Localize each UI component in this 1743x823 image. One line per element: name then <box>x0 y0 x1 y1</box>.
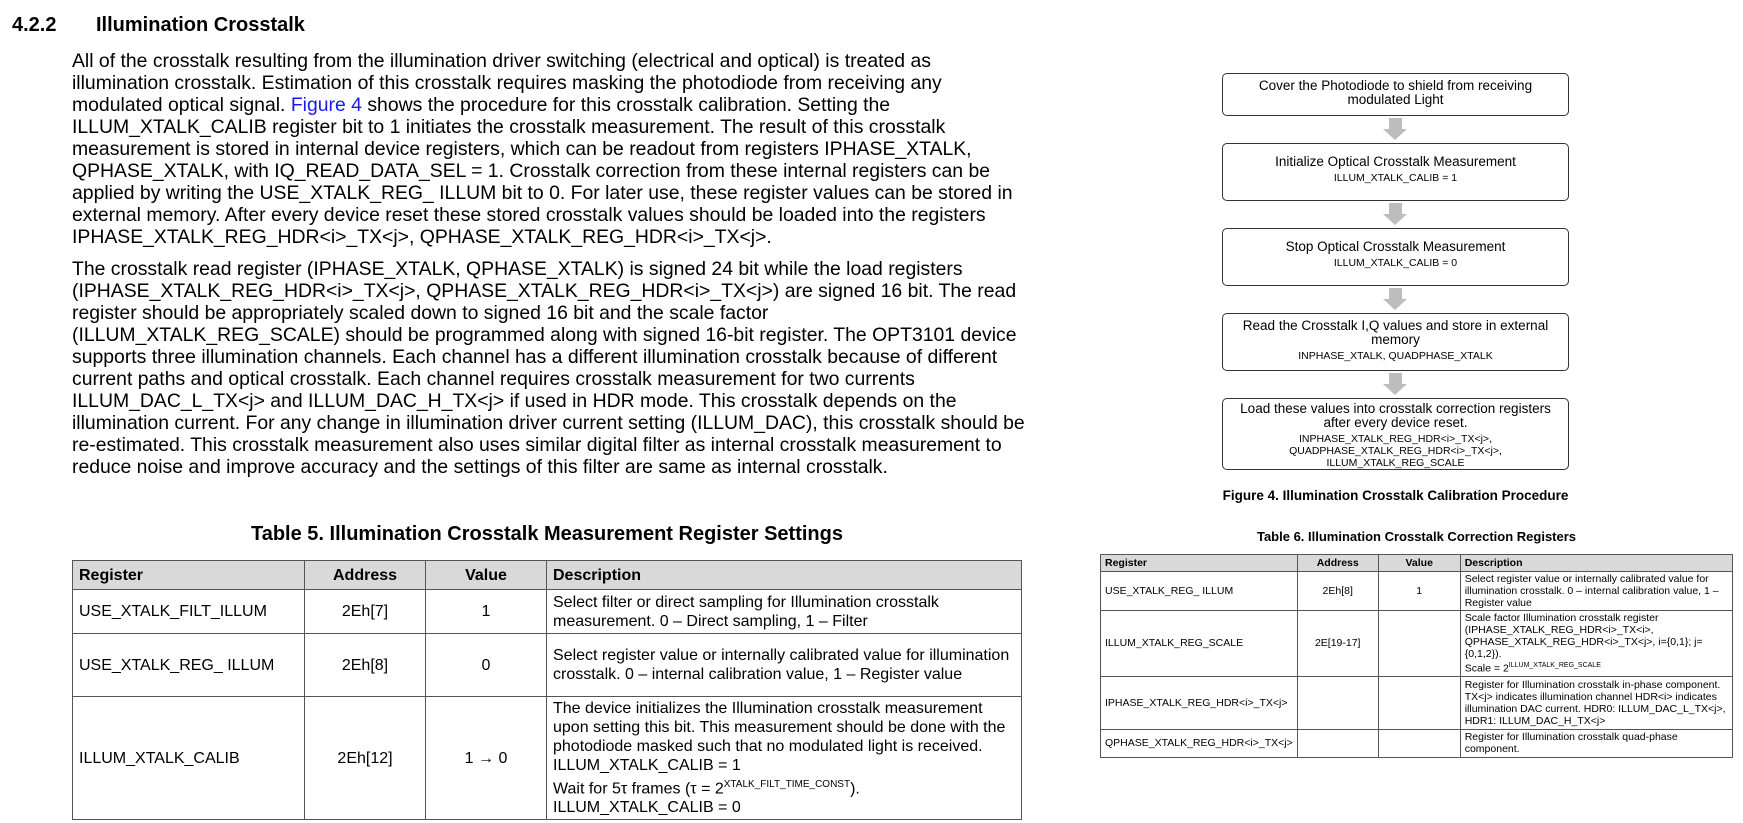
cell-value: 0 <box>426 634 547 697</box>
down-arrow-icon <box>1222 286 1569 313</box>
description-line: ILLUM_XTALK_CALIB = 0 <box>553 799 741 817</box>
step-text: Cover the Photodiode to shield from receiving modulated Light <box>1258 78 1533 107</box>
cell-register: USE_XTALK_REG_ ILLUM <box>1101 572 1298 611</box>
table-row <box>1101 572 1733 611</box>
table-header-row <box>1101 555 1733 572</box>
header-value: Value <box>1378 555 1460 572</box>
cell-address: 2Eh[8] <box>305 634 426 697</box>
header-value: Value <box>426 561 547 590</box>
cell-address: 2E[19-17] <box>1297 611 1378 677</box>
table-6-title: Table 6. Illumination Crosstalk Correction Registers <box>1256 529 1577 544</box>
header-description: Description <box>1460 555 1732 572</box>
header-register: Register <box>1101 555 1298 572</box>
flow-step-4 <box>1222 313 1569 371</box>
header-register: Register <box>73 561 305 590</box>
scale-text: Scale = 2 <box>1464 662 1509 675</box>
wait-text-end: ). <box>850 780 860 798</box>
cell-register: IPHASE_XTALK_REG_HDR<i>_TX<j> <box>1101 676 1298 729</box>
exponent: ILLUM_XTALK_REG_SCALE <box>1508 662 1601 669</box>
cell-register: ILLUM_XTALK_CALIB <box>73 697 305 820</box>
header-address: Address <box>1297 555 1378 572</box>
flow-step-3 <box>1222 228 1569 286</box>
cell-description <box>547 697 1022 820</box>
cell-description: Register for Illumination crosstalk quad-phase component. <box>1460 729 1732 757</box>
cell-value <box>1378 729 1460 757</box>
description-line: ILLUM_XTALK_CALIB = 1 <box>553 757 741 774</box>
body-text <box>72 50 1032 488</box>
cell-address <box>1297 729 1378 757</box>
header-description: Description <box>547 561 1022 590</box>
table-row <box>73 590 1022 634</box>
step-text: Stop Optical Crosstalk Measurement <box>1285 239 1506 254</box>
cell-address <box>1297 676 1378 729</box>
step-text: Initialize Optical Crosstalk Measurement <box>1275 154 1516 169</box>
section-number: 4.2.2 <box>12 14 57 36</box>
cell-value <box>1378 611 1460 677</box>
table-row <box>1101 611 1733 677</box>
cell-address: 2Eh[12] <box>305 697 426 820</box>
flow-step-2 <box>1222 143 1569 201</box>
section-heading <box>12 14 305 37</box>
paragraph-1-text-b: shows the procedure for this crosstalk calibration. Setting the ILLUM_XTALK_CALIB register bit to 1 initiates the crosstalk measurement. The result of this crosstalk measurement is stored in internal device registers, which can be readout from registers IPHASE_XTALK, QPHASE_XTALK, with IQ_READ_DATA_SEL = 1. Crosstalk correction from these internal registers can be applied by writing the USE_XTALK_REG_ ILLUM bit to 0. For later use, these register values can be stored in external memory. After every device reset these stored crosstalk values should be loaded into the registers IPHASE_XTALK_REG_HDR<i>_TX<j>, QPHASE_XTALK_REG_HDR<i>_TX<j>. <box>72 94 1013 248</box>
description-line: The device initializes the Illumination crosstalk measurement upon setting this bit. This measurement should be done with the photodiode masked such that no modulated light is received. <box>553 700 1006 755</box>
step-register: ILLUM_XTALK_CALIB = 1 <box>1333 172 1458 184</box>
cell-register: USE_XTALK_FILT_ILLUM <box>73 590 305 634</box>
paragraph-1 <box>72 50 1032 248</box>
figure-caption: Figure 4. Illumination Crosstalk Calibration Procedure <box>1222 488 1569 503</box>
description-line <box>553 775 1015 798</box>
table-row <box>1101 676 1733 729</box>
table-row <box>1101 729 1733 757</box>
down-arrow-icon <box>1222 201 1569 228</box>
paragraph-2: The crosstalk read register (IPHASE_XTALK, QPHASE_XTALK) is signed 24 bit while the load registers (IPHASE_XTALK_REG_HDR<i>_TX<j>, QPHASE_XTALK_REG_HDR<i>_TX<j>) are signed 16 bit. The read register should be appropriately scaled down to signed 16 bit and the scale factor (ILLUM_XTALK_REG_SCALE) should be programmed along with signed 16-bit register. The OPT3101 device supports three illumination channels. Each channel has a different illumination crosstalk because of different current paths and optical crosstalk. Each channel requires crosstalk measurement for two currents ILLUM_DAC_L_TX<j> and ILLUM_DAC_H_TX<j> if used in HDR mode. This crosstalk depends on the illumination current. For any change in illumination driver current setting (ILLUM_DAC), this crosstalk should be re-estimated. This crosstalk measurement also uses similar digital filter as internal crosstalk measurement to reduce noise and improve accuracy and the settings of this filter are same as internal crosstalk. <box>72 258 1025 478</box>
cell-description <box>1460 611 1732 677</box>
step-text: Read the Crosstalk I,Q values and store in external memory <box>1242 318 1549 347</box>
table-header-row <box>73 561 1022 590</box>
wait-text: Wait for 5τ frames (τ = 2 <box>553 780 724 798</box>
down-arrow-icon <box>1222 116 1569 143</box>
flow-step-5 <box>1222 398 1569 470</box>
step-register: INPHASE_XTALK, QUADPHASE_XTALK <box>1298 350 1493 362</box>
table-row <box>73 634 1022 697</box>
cell-value: 1 → 0 <box>426 697 547 820</box>
cell-register: USE_XTALK_REG_ ILLUM <box>73 634 305 697</box>
cell-description: Register for Illumination crosstalk in-phase component. TX<j> indicates illumination channel HDR<i> indicates illumination DAC current. HDR0: ILLUM_DAC_L_TX<j>, HDR1: ILLUM_DAC_H_TX<j> <box>1460 676 1732 729</box>
cell-value <box>1378 676 1460 729</box>
step-text: Load these values into crosstalk correction registers after every device reset. <box>1240 401 1551 430</box>
cell-register: QPHASE_XTALK_REG_HDR<i>_TX<j> <box>1101 729 1298 757</box>
cell-address: 2Eh[8] <box>1297 572 1378 611</box>
header-address: Address <box>305 561 426 590</box>
description-line <box>1465 660 1728 675</box>
flowchart <box>1222 73 1569 470</box>
exponent: XTALK_FILT_TIME_CONST <box>723 779 851 790</box>
description-line: Scale factor Illumination crosstalk register (IPHASE_XTALK_REG_HDR<i>_TX<i>, QPHASE_XTALK_REG_HDR<i>_TX<j>, i={0,1}; j={0,1,2}). <box>1464 612 1703 660</box>
table-5-title: Table 5. Illumination Crosstalk Measurement Register Settings <box>250 523 843 545</box>
step-register: INPHASE_XTALK_REG_HDR<i>_TX<j>, QUADPHASE_XTALK_REG_HDR<i>_TX<j>, ILLUM_XTALK_REG_SCALE <box>1289 433 1502 469</box>
flow-step-1 <box>1222 73 1569 116</box>
cell-address: 2Eh[7] <box>305 590 426 634</box>
cell-description: Select register value or internally calibrated value for illumination crosstalk. 0 – internal calibration value, 1 – Register value <box>1460 572 1732 611</box>
cell-description: Select register value or internally calibrated value for illumination crosstalk. 0 – internal calibration value, 1 – Register value <box>547 634 1022 697</box>
step-register: ILLUM_XTALK_CALIB = 0 <box>1333 257 1458 269</box>
table-row <box>73 697 1022 820</box>
cell-register: ILLUM_XTALK_REG_SCALE <box>1101 611 1298 677</box>
paragraph-1-text-a: All of the crosstalk resulting from the illumination driver switching (electrical and optical) is treated as illumination crosstalk. Estimation of this crosstalk requires masking the photodiode from receiving any modulated optical signal. <box>72 50 942 116</box>
table-5 <box>72 560 1022 820</box>
cell-value: 1 <box>426 590 547 634</box>
cell-description: Select filter or direct sampling for Illumination crosstalk measurement. 0 – Direct sampling, 1 – Filter <box>547 590 1022 634</box>
table-6 <box>1100 554 1733 758</box>
cell-value: 1 <box>1378 572 1460 611</box>
section-title: Illumination Crosstalk <box>96 14 305 36</box>
figure-4-link[interactable]: Figure 4 <box>290 94 362 116</box>
down-arrow-icon <box>1222 371 1569 398</box>
